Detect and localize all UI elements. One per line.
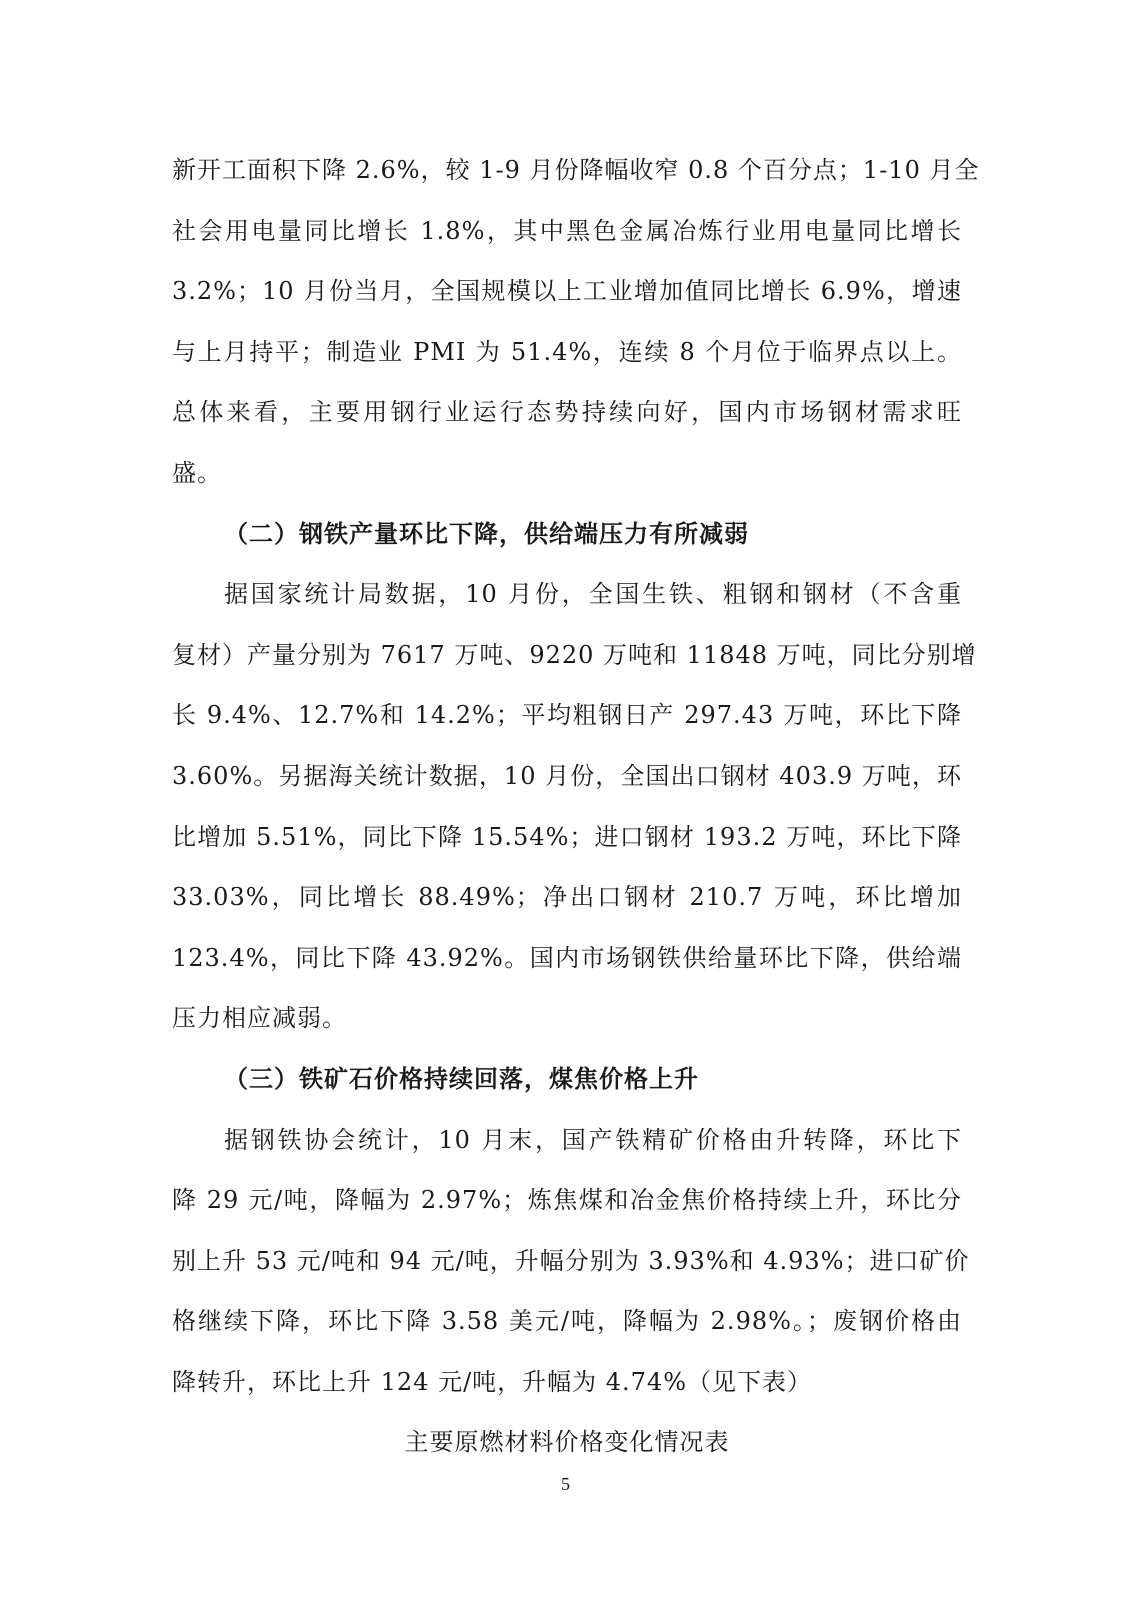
paragraph-raw-materials <box>172 1110 970 1413</box>
text-line: 与上月持平；制造业 PMI 为 51.4%，连续 8 个月位于临界点以上。 <box>172 337 962 366</box>
heading-text: （三）铁矿石价格持续回落，煤焦价格上升 <box>224 1063 699 1093</box>
paragraph-production <box>172 564 977 1049</box>
text-line: 社会用电量同比增长 1.8%，其中黑色金属冶炼行业用电量同比增长 <box>172 216 962 245</box>
text-line: 据国家统计局数据，10 月份，全国生铁、粗钢和钢材（不含重 <box>224 580 962 609</box>
text-line: 比增加 5.51%，同比下降 15.54%；进口钢材 193.2 万吨，环比下降 <box>172 822 962 851</box>
text-line: 33.03%，同比增长 88.49%；净出口钢材 210.7 万吨，环比增加 <box>172 883 962 912</box>
text-line: 123.4%，同比下降 43.92%。国内市场钢铁供给量环比下降，供给端 <box>172 943 962 972</box>
text-line: 新开工面积下降 2.6%，较 1-9 月份降幅收窄 0.8 个百分点；1-10 月全 <box>172 156 980 184</box>
text-line: 总体来看，主要用钢行业运行态势持续向好，国内市场钢材需求旺 <box>172 398 962 427</box>
text-line: 降 29 元/吨，降幅为 2.97%；炼焦煤和冶金焦价格持续上升，环比分 <box>172 1186 962 1215</box>
text-line: 3.2%；10 月份当月，全国规模以上工业增加值同比增长 6.9%，增速 <box>172 277 962 306</box>
text-line: 复材）产量分别为 7617 万吨、9220 万吨和 11848 万吨，同比分别增 <box>172 640 977 669</box>
section-heading-raw-materials <box>172 1049 962 1110</box>
text-line: 降转升，环比上升 124 元/吨，升幅为 4.74%（见下表） <box>172 1367 813 1396</box>
page-content <box>172 140 980 1473</box>
text-line: 压力相应减弱。 <box>172 1004 347 1033</box>
heading-text: （二）钢铁产量环比下降，供给端压力有所减弱 <box>224 518 749 548</box>
text-line: 长 9.4%、12.7%和 14.2%；平均粗钢日产 297.43 万吨，环比下降 <box>172 701 962 730</box>
table-title: 主要原燃材料价格变化情况表 <box>404 1428 730 1457</box>
page-number: 5 <box>561 1474 570 1494</box>
text-line: 盛。 <box>172 458 222 487</box>
text-line: 据钢铁协会统计，10 月末，国产铁精矿价格由升转降，环比下 <box>224 1125 962 1154</box>
table-caption <box>172 1412 962 1473</box>
text-line: 别上升 53 元/吨和 94 元/吨，升幅分别为 3.93%和 4.93%；进口矿价 <box>172 1246 970 1275</box>
text-line: 3.60%。另据海关统计数据，10 月份，全国出口钢材 403.9 万吨，环 <box>172 761 962 790</box>
text-line: 格继续下降，环比下降 3.58 美元/吨，降幅为 2.98%。；废钢价格由 <box>172 1307 962 1336</box>
section-heading-production <box>172 504 962 565</box>
paragraph-demand <box>172 140 980 504</box>
